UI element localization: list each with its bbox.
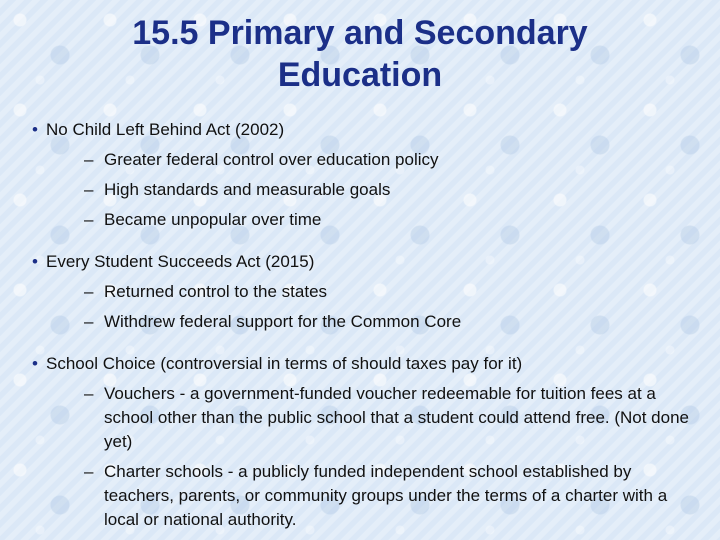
slide-title-line-2: Education <box>277 56 443 94</box>
slide-title <box>60 12 660 96</box>
dash-icon: – <box>84 462 94 481</box>
sub-bullet-text: High standards and measurable goals <box>104 180 391 199</box>
slide-body <box>30 118 690 532</box>
sub-bullet <box>46 148 690 172</box>
sub-bullet <box>46 178 690 202</box>
bullet-dot-icon: • <box>32 120 38 139</box>
sub-bullet <box>46 280 690 304</box>
sub-bullet-list <box>46 280 690 334</box>
sub-bullet-text: Greater federal control over education policy <box>104 150 439 169</box>
sub-bullet-text: Withdrew federal support for the Common Core <box>104 312 462 331</box>
sub-bullet-text: Vouchers - a government-funded voucher redeemable for tuition fees at a school other than the public school that a student could attend free. (Not done yet) <box>104 384 689 451</box>
dash-icon: – <box>84 282 94 301</box>
dash-icon: – <box>84 150 94 169</box>
bullet-text: Every Student Succeeds Act (2015) <box>46 252 315 271</box>
sub-bullet-text: Charter schools - a publicly funded independent school established by teachers, parents, or community groups under the terms of a charter with a local or national authority. <box>104 462 668 529</box>
dash-icon: – <box>84 210 94 229</box>
bullet-text: No Child Left Behind Act (2002) <box>46 120 285 139</box>
sub-bullet-text: Returned control to the states <box>104 282 328 301</box>
bullet-nclb <box>30 118 690 232</box>
sub-bullet <box>46 310 690 334</box>
dash-icon: – <box>84 384 94 403</box>
bullet-dot-icon: • <box>32 252 38 271</box>
sub-bullet-list <box>46 382 690 532</box>
sub-bullet <box>46 208 690 232</box>
bullet-dot-icon: • <box>32 354 38 373</box>
sub-bullet-text: Became unpopular over time <box>104 210 322 229</box>
sub-bullet-list <box>46 148 690 232</box>
bullet-school-choice <box>30 352 690 532</box>
slide-title-line-1: 15.5 Primary and Secondary <box>132 14 588 52</box>
dash-icon: – <box>84 312 94 331</box>
dash-icon: – <box>84 180 94 199</box>
bullet-essa <box>30 250 690 334</box>
sub-bullet <box>46 382 690 454</box>
bullet-text: School Choice (controversial in terms of should taxes pay for it) <box>46 354 523 373</box>
sub-bullet <box>46 460 690 532</box>
